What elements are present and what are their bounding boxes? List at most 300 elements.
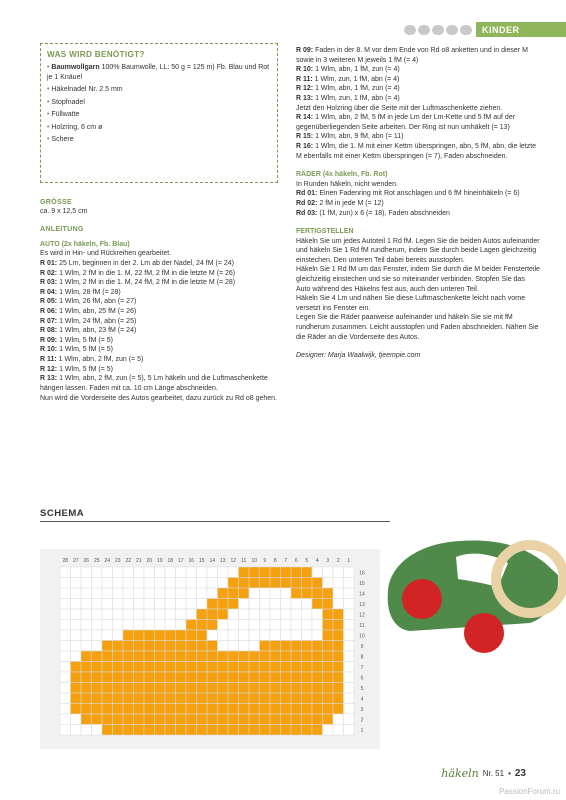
- grid-cell-filled: [197, 641, 208, 652]
- grid-cell-filled: [291, 662, 302, 673]
- row-label: R 16:: [296, 142, 314, 150]
- grid-cell-filled: [165, 683, 176, 694]
- grid-cell: [291, 599, 302, 610]
- materials-box: [40, 43, 278, 183]
- grid-cell-filled: [113, 714, 124, 725]
- grid-cell-filled: [249, 567, 260, 578]
- grid-cell-filled: [281, 725, 292, 736]
- grid-cell-filled: [291, 651, 302, 662]
- grid-cell-filled: [291, 567, 302, 578]
- column-label: 17: [177, 558, 184, 564]
- grid-cell: [123, 588, 134, 599]
- row-text: 1 Wlm, abn, 2 fM, 5 fM in jede Lm der Lm-Kette und 5 fM auf der gegenüberliegenden Seite arbeiten. Der Ring ist nun umhäkelt (= 13): [296, 114, 516, 131]
- grid-cell-filled: [113, 651, 124, 662]
- grid-cell: [134, 620, 145, 631]
- grid-cell-filled: [260, 683, 271, 694]
- column-label: 7: [284, 558, 288, 564]
- grid-cell: [344, 641, 355, 652]
- grid-cell-filled: [312, 714, 323, 725]
- grid-cell: [302, 630, 313, 641]
- row-label: 7: [360, 664, 364, 671]
- grid-cell: [113, 578, 124, 589]
- grid-cell: [102, 578, 113, 589]
- grid-cell: [344, 567, 355, 578]
- grid-cell: [239, 620, 250, 631]
- row-label: R 09:: [296, 47, 314, 54]
- grid-cell-filled: [281, 683, 292, 694]
- grid-cell-filled: [228, 599, 239, 610]
- grid-cell-filled: [134, 662, 145, 673]
- grid-cell-filled: [312, 683, 323, 694]
- row-label: 13: [359, 601, 365, 608]
- front-rows-2: [296, 113, 540, 161]
- grid-cell-filled: [249, 704, 260, 715]
- grid-cell: [123, 620, 134, 631]
- grid-cell-filled: [239, 704, 250, 715]
- grid-cell-filled: [218, 714, 229, 725]
- wheel-rows: [296, 189, 540, 218]
- grid-cell-filled: [312, 588, 323, 599]
- grid-cell-filled: [81, 714, 92, 725]
- grid-cell-filled: [323, 693, 334, 704]
- grid-cell: [344, 704, 355, 715]
- section-header: [404, 22, 566, 37]
- grid-cell: [333, 714, 344, 725]
- grid-cell: [260, 599, 271, 610]
- grid-cell-filled: [333, 609, 344, 620]
- grid-cell-filled: [249, 693, 260, 704]
- grid-cell-filled: [281, 651, 292, 662]
- row-text: 1 Wlm, abn, 1 fM, zun (= 4): [313, 85, 400, 93]
- grid-cell-filled: [239, 714, 250, 725]
- materials-list: [47, 63, 271, 145]
- grid-cell-filled: [218, 651, 229, 662]
- column-label: 3: [326, 558, 330, 564]
- grid-cell: [176, 567, 187, 578]
- grid-cell-filled: [102, 662, 113, 673]
- grid-cell-filled: [228, 683, 239, 694]
- grid-cell-filled: [312, 651, 323, 662]
- grid-cell: [102, 599, 113, 610]
- grid-cell-filled: [144, 630, 155, 641]
- grid-cell: [81, 599, 92, 610]
- grid-cell-filled: [323, 599, 334, 610]
- grid-cell-filled: [302, 641, 313, 652]
- grid-cell-filled: [249, 683, 260, 694]
- grid-cell: [344, 578, 355, 589]
- grid-cell-filled: [134, 672, 145, 683]
- right-column: [296, 46, 540, 361]
- grid-cell: [155, 599, 166, 610]
- finish-paragraph: Häkeln Sie 1 Rd fM um das Fenster, indem Sie durch die M beider Fensterteile gleichzeitig einstechen und sie so miteinander verbinden. Stopfen Sie das Auto während des Häkelns fest aus, auch den unteren Teil.: [296, 266, 540, 293]
- grid-cell: [134, 588, 145, 599]
- section-dot: [460, 25, 472, 35]
- grid-cell: [60, 588, 71, 599]
- grid-cell: [60, 641, 71, 652]
- row-text: 1 Wlm, 5 fM (= 5): [57, 346, 113, 354]
- grid-cell-filled: [218, 588, 229, 599]
- grid-cell: [186, 578, 197, 589]
- grid-cell: [71, 599, 82, 610]
- row-text: 1 Wlm, 2 fM in die 1. M, 24 fM, 2 fM in die letzte M (= 28): [57, 279, 236, 287]
- grid-cell-filled: [312, 672, 323, 683]
- grid-cell-filled: [312, 693, 323, 704]
- grid-cell: [60, 651, 71, 662]
- grid-cell-filled: [323, 704, 334, 715]
- grid-cell: [113, 567, 124, 578]
- grid-cell: [333, 725, 344, 736]
- pattern-row: [40, 307, 278, 317]
- row-label: R 15:: [296, 133, 314, 141]
- grid-cell-filled: [312, 578, 323, 589]
- grid-cell: [197, 599, 208, 610]
- pattern-row: [40, 269, 278, 279]
- grid-cell-filled: [123, 693, 134, 704]
- grid-cell-filled: [260, 641, 271, 652]
- grid-cell: [92, 630, 103, 641]
- grid-cell: [102, 609, 113, 620]
- grid-cell: [344, 620, 355, 631]
- row-label: 3: [360, 706, 364, 713]
- grid-cell-filled: [312, 641, 323, 652]
- grid-cell: [60, 725, 71, 736]
- grid-cell: [81, 609, 92, 620]
- grid-cell: [312, 609, 323, 620]
- grid-cell-filled: [218, 672, 229, 683]
- grid-cell-filled: [92, 662, 103, 673]
- grid-cell-filled: [218, 725, 229, 736]
- row-text: Einen Fadenring mit Rot anschlagen und 6 fM hineinhäkeln (= 6): [317, 190, 520, 198]
- grid-cell: [344, 662, 355, 673]
- grid-cell: [71, 567, 82, 578]
- section-dot: [404, 25, 416, 35]
- grid-cell-filled: [165, 704, 176, 715]
- grid-cell-filled: [134, 693, 145, 704]
- grid-cell-filled: [333, 620, 344, 631]
- grid-cell-filled: [155, 641, 166, 652]
- grid-cell: [281, 620, 292, 631]
- row-label: 9: [360, 643, 364, 650]
- grid-cell-filled: [312, 704, 323, 715]
- grid-cell-filled: [207, 704, 218, 715]
- grid-cell: [186, 567, 197, 578]
- grid-cell-filled: [260, 662, 271, 673]
- grid-cell-filled: [123, 704, 134, 715]
- grid-cell: [144, 588, 155, 599]
- grid-cell: [81, 567, 92, 578]
- row-label: 10: [359, 633, 365, 640]
- grid-cell-filled: [176, 725, 187, 736]
- row-text: 1 Wlm, zun, 1 fM, abn (= 4): [313, 94, 400, 102]
- grid-cell: [71, 714, 82, 725]
- row-label: R 14:: [296, 114, 314, 122]
- grid-cell: [123, 578, 134, 589]
- grid-cell: [113, 620, 124, 631]
- grid-cell-filled: [270, 578, 281, 589]
- grid-cell-filled: [144, 672, 155, 683]
- grid-cell-filled: [291, 578, 302, 589]
- pattern-row: [40, 345, 278, 355]
- grid-cell-filled: [323, 641, 334, 652]
- grid-cell: [134, 609, 145, 620]
- grid-cell-filled: [71, 662, 82, 673]
- materials-item: [47, 135, 271, 145]
- grid-cell-filled: [323, 630, 334, 641]
- auto-rows: [40, 259, 278, 393]
- grid-cell: [81, 630, 92, 641]
- grid-cell-filled: [113, 662, 124, 673]
- grid-cell-filled: [207, 641, 218, 652]
- grid-cell-filled: [134, 651, 145, 662]
- grid-cell: [281, 588, 292, 599]
- page-footer: [441, 767, 526, 780]
- pattern-row: [40, 259, 278, 269]
- finish-text: [296, 237, 540, 343]
- grid-cell-filled: [260, 578, 271, 589]
- grid-cell-filled: [249, 672, 260, 683]
- grid-cell-filled: [144, 693, 155, 704]
- grid-cell-filled: [186, 683, 197, 694]
- materials-item-text: Häkelnadel Nr. 2.5 mm: [51, 86, 123, 93]
- grid-cell: [344, 651, 355, 662]
- grid-cell-filled: [270, 672, 281, 683]
- grid-cell-filled: [207, 693, 218, 704]
- row-label: R 04:: [40, 288, 58, 296]
- column-label: 24: [104, 558, 111, 564]
- grid-cell-filled: [165, 693, 176, 704]
- grid-cell-filled: [207, 683, 218, 694]
- grid-cell: [344, 609, 355, 620]
- materials-item: [47, 98, 271, 108]
- materials-item-text: Füllwatte: [51, 111, 80, 118]
- row-label: R 08:: [40, 327, 58, 335]
- row-label: 16: [359, 570, 365, 577]
- grid-cell: [71, 641, 82, 652]
- grid-cell-filled: [281, 704, 292, 715]
- grid-cell-filled: [333, 630, 344, 641]
- grid-cell-filled: [207, 714, 218, 725]
- grid-cell: [134, 578, 145, 589]
- pattern-row: [40, 317, 278, 327]
- grid-cell-filled: [102, 672, 113, 683]
- grid-cell-filled: [186, 672, 197, 683]
- grid-cell: [144, 578, 155, 589]
- row-label: R 07:: [40, 317, 58, 325]
- grid-cell: [218, 630, 229, 641]
- grid-cell-filled: [218, 599, 229, 610]
- grid-cell: [71, 651, 82, 662]
- grid-cell: [344, 683, 355, 694]
- row-text: 1 Wlm, 26 fM, abn (= 27): [57, 298, 137, 306]
- grid-cell-filled: [312, 725, 323, 736]
- grid-cell-filled: [165, 641, 176, 652]
- grid-cell-filled: [207, 609, 218, 620]
- grid-cell-filled: [312, 599, 323, 610]
- grid-cell-filled: [102, 704, 113, 715]
- grid-cell-filled: [102, 714, 113, 725]
- grid-cell-filled: [291, 704, 302, 715]
- wheel: [464, 613, 504, 653]
- grid-cell-filled: [113, 683, 124, 694]
- grid-cell-filled: [123, 683, 134, 694]
- grid-cell: [92, 620, 103, 631]
- grid-cell: [239, 609, 250, 620]
- grid-cell-filled: [228, 693, 239, 704]
- grid-cell: [144, 609, 155, 620]
- grid-cell-filled: [302, 578, 313, 589]
- pattern-row: [296, 199, 540, 209]
- grid-cell-filled: [186, 662, 197, 673]
- grid-cell: [165, 567, 176, 578]
- grid-cell-filled: [144, 704, 155, 715]
- grid-cell-filled: [155, 672, 166, 683]
- watermark: PassionForum.ru: [499, 787, 560, 796]
- grid-cell-filled: [260, 672, 271, 683]
- grid-cell-filled: [134, 704, 145, 715]
- grid-cell-filled: [176, 651, 187, 662]
- grid-cell: [60, 630, 71, 641]
- grid-cell: [312, 620, 323, 631]
- grid-cell: [344, 725, 355, 736]
- grid-cell: [228, 620, 239, 631]
- grid-cell-filled: [239, 588, 250, 599]
- grid-cell: [176, 620, 187, 631]
- grid-cell: [197, 578, 208, 589]
- column-label: 19: [156, 558, 163, 564]
- magazine-brand: häkeln: [441, 767, 479, 780]
- grid-cell-filled: [123, 630, 134, 641]
- grid-cell: [102, 588, 113, 599]
- grid-cell-filled: [176, 714, 187, 725]
- grid-cell: [102, 620, 113, 631]
- grid-cell: [281, 599, 292, 610]
- grid-cell: [92, 725, 103, 736]
- grid-cell-filled: [165, 672, 176, 683]
- grid-cell-filled: [123, 662, 134, 673]
- grid-cell: [270, 609, 281, 620]
- grid-cell-filled: [291, 683, 302, 694]
- grid-cell: [344, 672, 355, 683]
- grid-cell: [60, 683, 71, 694]
- column-label: 5: [305, 558, 309, 564]
- grid-cell-filled: [302, 714, 313, 725]
- materials-item: [47, 110, 271, 120]
- row-text: 2 fM in jede M (= 12): [317, 199, 384, 207]
- grid-cell-filled: [270, 662, 281, 673]
- grid-cell: [333, 599, 344, 610]
- grid-cell: [218, 567, 229, 578]
- grid-cell-filled: [239, 672, 250, 683]
- grid-cell: [228, 641, 239, 652]
- grid-cell: [333, 588, 344, 599]
- section-dot: [432, 25, 444, 35]
- column-label: 15: [198, 558, 205, 564]
- grid-cell-filled: [270, 651, 281, 662]
- row-label: 12: [359, 612, 365, 619]
- grid-cell: [176, 588, 187, 599]
- grid-cell-filled: [260, 704, 271, 715]
- column-label: 27: [72, 558, 79, 564]
- front-rows: [296, 46, 540, 104]
- row-label: 8: [360, 654, 364, 661]
- grid-cell-filled: [81, 651, 92, 662]
- grid-cell: [165, 620, 176, 631]
- row-text: 1 Wlm, abn, 23 fM (= 24): [57, 327, 137, 335]
- pattern-row: [296, 46, 540, 65]
- grid-cell: [323, 567, 334, 578]
- grid-cell: [344, 588, 355, 599]
- grid-cell-filled: [239, 567, 250, 578]
- grid-cell-filled: [144, 651, 155, 662]
- column-label: 12: [230, 558, 237, 564]
- grid-cell: [60, 578, 71, 589]
- grid-cell: [176, 578, 187, 589]
- row-label: R 10:: [296, 66, 314, 74]
- grid-cell-filled: [270, 704, 281, 715]
- column-label: 14: [209, 558, 216, 564]
- column-label: 6: [294, 558, 298, 564]
- row-label: 11: [359, 622, 365, 629]
- grid-cell: [92, 578, 103, 589]
- column-label: 11: [241, 558, 247, 564]
- grid-cell-filled: [176, 672, 187, 683]
- grid-cell-filled: [239, 651, 250, 662]
- grid-cell-filled: [113, 641, 124, 652]
- grid-cell: [270, 630, 281, 641]
- grid-cell-filled: [302, 725, 313, 736]
- grid-cell-filled: [302, 588, 313, 599]
- grid-cell: [71, 725, 82, 736]
- materials-item-text: Holzring, 6 cm ø: [51, 123, 103, 131]
- section-label: KINDER: [476, 22, 566, 37]
- grid-cell-filled: [218, 609, 229, 620]
- grid-cell: [60, 609, 71, 620]
- section-dot: [418, 25, 430, 35]
- pattern-row: [40, 278, 278, 288]
- row-label: R 13:: [40, 375, 58, 383]
- grid-cell: [197, 588, 208, 599]
- grid-cell: [291, 630, 302, 641]
- row-label: R 12:: [40, 365, 58, 373]
- row-text: 1 Wlm, 5 fM (= 5): [57, 336, 113, 344]
- finish-paragraph: Häkeln Sie 4 Lm und nähen Sie diese Luftmaschenkette leicht nach vorne versetzt ins Fenster ein.: [296, 295, 526, 312]
- column-label: 9: [263, 558, 267, 564]
- grid-cell: [113, 609, 124, 620]
- pattern-row: [296, 209, 540, 219]
- grid-cell-filled: [333, 662, 344, 673]
- grid-cell-filled: [228, 714, 239, 725]
- grid-cell-filled: [197, 683, 208, 694]
- materials-item-text: Schere: [51, 136, 74, 143]
- row-label: 6: [360, 675, 364, 682]
- grid-cell: [249, 630, 260, 641]
- grid-cell-filled: [260, 567, 271, 578]
- grid-cell: [260, 630, 271, 641]
- grid-cell: [71, 588, 82, 599]
- grid-cell-filled: [186, 651, 197, 662]
- grid-cell-filled: [333, 704, 344, 715]
- grid-cell-filled: [333, 693, 344, 704]
- grid-cell-filled: [281, 714, 292, 725]
- grid-cell-filled: [218, 693, 229, 704]
- grid-cell-filled: [92, 651, 103, 662]
- grid-cell-filled: [134, 641, 145, 652]
- footer-bullet: •: [508, 769, 511, 778]
- grid-cell: [228, 630, 239, 641]
- grid-cell: [323, 578, 334, 589]
- grid-cell: [155, 578, 166, 589]
- grid-cell-filled: [228, 578, 239, 589]
